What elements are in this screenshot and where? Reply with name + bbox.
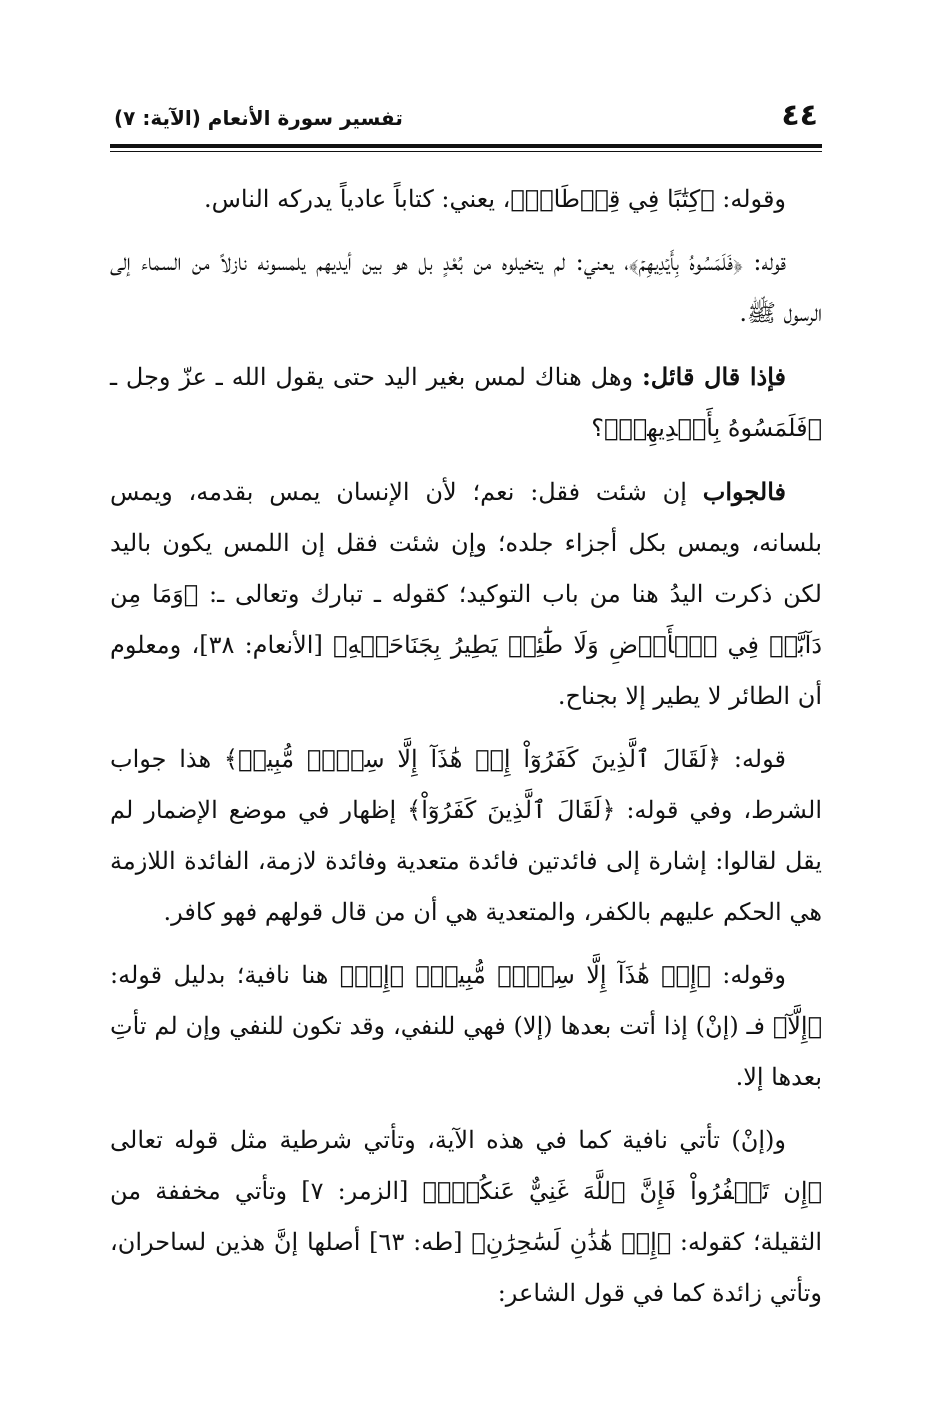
paragraph xyxy=(110,1115,822,1319)
paragraph-text: وهل هناك لمس بغير اليد حتى يقول الله ـ عزّ وجل ـ ﴿فَلَمَسُوهُ بِأَيۡدِيهِمۡ﴾؟ xyxy=(110,363,822,442)
paragraph xyxy=(110,174,822,225)
body-text xyxy=(110,174,822,1319)
paragraph xyxy=(110,237,822,339)
book-page xyxy=(110,92,822,1392)
page-number: ٤٤ xyxy=(781,98,818,133)
running-title: تفسير سورة الأنعام (الآية: ٧) xyxy=(114,106,403,130)
header-rule-thick xyxy=(110,144,822,148)
header-rule-thin xyxy=(110,151,822,152)
paragraph xyxy=(110,351,822,454)
paragraph-text: وقوله: ﴿إِنۡ هَٰذَآ إِلَّا سِحۡرٞ مُّبِينٞ﴾ ﴿إِنۡ﴾ هنا نافية؛ بدليل قوله: ﴿إِلَّآ﴾ فـ (إنْ) إذا أتت بعدها (إلا) فهي للنفي، وقد تكون للنفي وإن لم تأتِ بعدها إلا. xyxy=(110,961,822,1091)
paragraph-text: إن شئت فقل: نعم؛ لأن الإنسان يمس بقدمه، ويمس بلسانه، ويمس بكل أجزاء جلده؛ وإن شئت فقل إن اللمس يكون باليد لكن ذكرت اليدُ هنا من باب التوكيد؛ كقوله ـ تبارك وتعالى ـ: ﴿وَمَا مِن دَآبَّةٖ فِي ٱلۡأَرۡضِ وَلَا طَٰٓئِرٖ يَطِيرُ بِجَنَاحَيۡهِ﴾ [الأنعام: ٣٨]، ومعلوم أن الطائر لا يطير إلا بجناح. xyxy=(110,478,823,710)
paragraph-text: قوله: ﴿لَقَالَ ٱلَّذِينَ كَفَرُوٓاْ إِنۡ هَٰذَآ إِلَّا سِحۡرٞ مُّبِينٞ﴾ هذا جواب الشرط، وفي قوله: ﴿لَقَالَ ٱلَّذِينَ كَفَرُوٓاْ﴾ إظهار في موضع الإضمار لم يقل لقالوا: إشارة إلى فائدتين فائدة متعدية وفائدة لازمة، الفائدة اللازمة هي الحكم عليهم بالكفر، والمتعدية هي أن من قال قولهم فهو كافر. xyxy=(110,745,822,926)
paragraph-text: و(إنْ) تأتي نافية كما في هذه الآية، وتأتي شرطية مثل قوله تعالى ﴿إِن تَكۡفُرُواْ فَإِنَّ ٱللَّهَ غَنِيٌّ عَنكُمۡۖ﴾ [الزمر: ٧] وتأتي مخففة من الثقيلة؛ كقوله: ﴿إِنۡ هَٰذَٰنِ لَسَٰحِرَٰنِ﴾ [طه: ٦٣] أصلها إنَّ هذين لساحران، وتأتي زائدة كما في قول الشاعر: xyxy=(110,1126,823,1307)
paragraph-lead: فالجواب xyxy=(702,477,786,506)
paragraph-lead: فإذا قال قائل: xyxy=(641,362,786,391)
paragraph xyxy=(110,950,822,1103)
paragraph xyxy=(110,734,822,938)
paragraph xyxy=(110,466,822,722)
paragraph-text: قوله: ﴿فَلَمَسُوهُ بِأَيۡدِيهِمۡ﴾، يعني: لم يتخيلوه من بُعْدٍ بل هو بين أيديهم يلمسونه نازلاً من السماء إلى الرسول ﷺ. xyxy=(110,248,822,327)
paragraph-text: وقوله: ﴿كِتَٰبًا فِي قِرۡطَاسٖ﴾، يعني: كتاباً عادياً يدركه الناس. xyxy=(204,185,786,213)
running-header xyxy=(110,92,822,144)
